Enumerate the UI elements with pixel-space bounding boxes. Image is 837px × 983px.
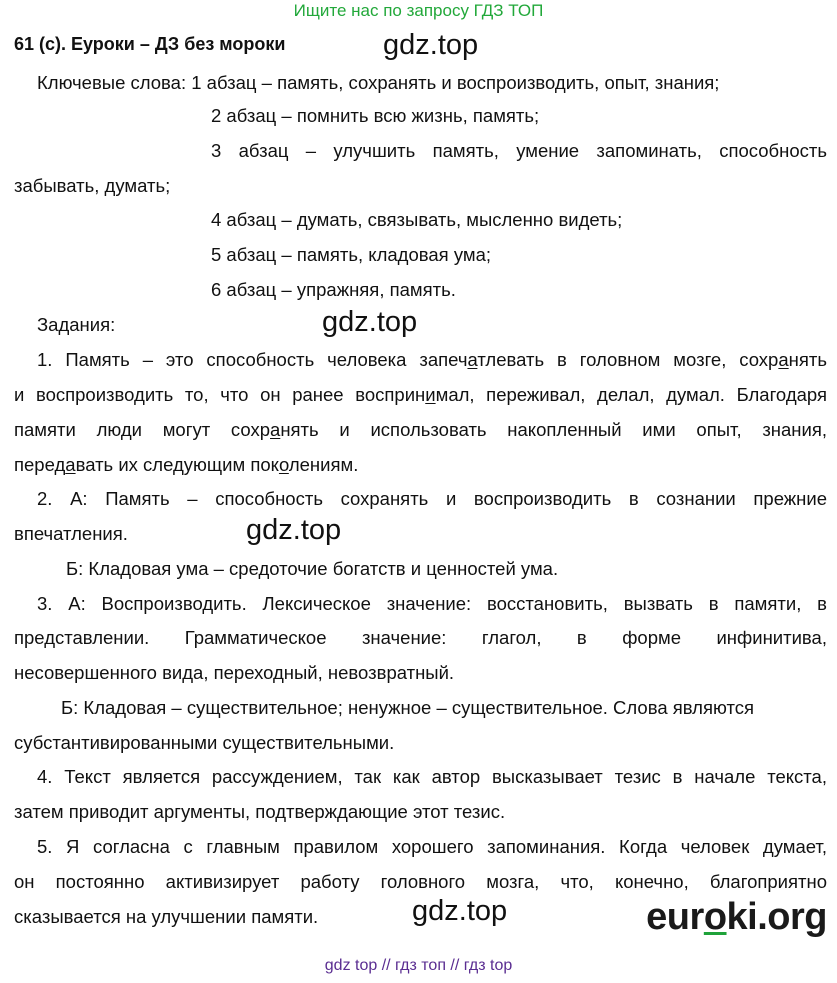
stress-mark: а [467,349,478,370]
footer-links: gdz top // гдз топ // гдз top [324,957,513,974]
keywords-line-4: 4 абзац – думать, связывать, мысленно видеть; [211,209,623,230]
task-5-line-3: сказывается на улучшении памяти. [14,906,319,927]
task-1-line-1: 1. Память – это способность человека запечатлевать в головном мозге, сохранять [37,349,828,370]
task-3-line-1: 3. А: Воспроизводить. Лексическое значение: восстановить, вызвать в памяти, в [37,593,827,614]
task-2-line-1: 2. А: Память – способность сохранять и воспроизводить в сознании прежние [37,488,827,509]
keywords-line-1: Ключевые слова: 1 абзац – память, сохранять и воспроизводить, опыт, знания; [37,72,720,93]
task-1-line-2: и воспроизводить то, что он ранее воспринимал, переживал, делал, думал. Благодаря [14,384,827,405]
stress-mark: и [425,384,436,405]
task-3-line-3: несовершенного вида, переходный, невозвратный. [14,662,455,683]
tasks-label: Задания: [37,314,116,335]
keywords-line-3: 3 абзац – улучшить память, умение запоминать, способность [211,140,827,161]
watermark: gdz.top [412,895,508,927]
keywords-line-6: 6 абзац – упражняя, память. [211,279,456,300]
stress-mark: а [65,454,76,475]
task-5-line-1: 5. Я согласна с главным правилом хорошего запоминания. Когда человек думает, [37,836,827,857]
task-4-line-2: затем приводит аргументы, подтверждающие этот тезис. [14,801,506,822]
stress-mark: а [778,349,789,370]
task-1-line-3: памяти люди могут сохранять и использовать накопленный ими опыт, знания, [14,419,828,440]
task-1-line-4: передавать их следующим поколениям. [14,454,359,475]
watermark: gdz.top [322,306,418,338]
watermark: gdz.top [383,29,479,61]
stress-mark: о [278,454,289,475]
task-4-line-1: 4. Текст является рассуждением, так как автор высказывает тезис в начале текста, [37,766,827,787]
top-banner: Ищите нас по запросу ГДЗ ТОП [293,1,544,20]
keywords-line-2: 2 абзац – помнить всю жизнь, память; [211,105,540,126]
watermark: gdz.top [246,514,342,546]
task-2-line-3: Б: Кладовая ума – средоточие богатств и ценностей ума. [66,558,559,579]
stress-mark: а [270,419,281,440]
page-title: 61 (с). Еуроки – ДЗ без мороки [14,34,286,54]
task-2-line-2: впечатления. [14,523,128,544]
euroki-logo: euroki.org [646,896,827,938]
task-5-line-2: он постоянно активизирует работу головного мозга, что, конечно, благоприятно [14,871,827,892]
task-3-line-5: субстантивированными существительными. [14,732,395,753]
task-3-line-2: представлении. Грамматическое значение: глагол, в форме инфинитива, [14,627,827,648]
task-3-line-4: Б: Кладовая – существительное; ненужное – существительное. Слова являются [61,697,754,718]
keywords-line-5: 5 абзац – память, кладовая ума; [211,244,492,265]
keywords-line-3-cont: забывать, думать; [14,175,171,196]
